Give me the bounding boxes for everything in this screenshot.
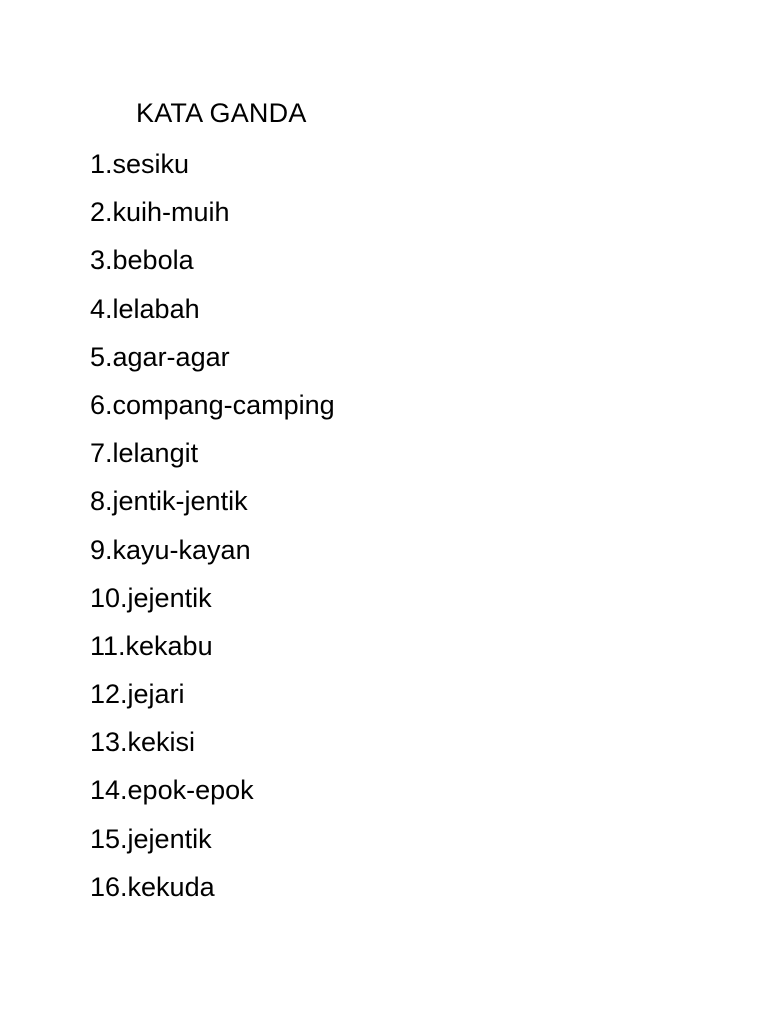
list-item: 8.jentik-jentik xyxy=(90,486,248,517)
list-item: 11.kekabu xyxy=(90,630,213,661)
list-item: 12.jejari xyxy=(90,679,185,710)
list-item: 4.lelabah xyxy=(90,293,200,324)
list-item: 10.jejentik xyxy=(90,582,212,613)
list-item: 16.kekuda xyxy=(90,871,215,902)
list-item: 6.compang-camping xyxy=(90,389,335,420)
list-item: 9.kayu-kayan xyxy=(90,534,251,565)
list-item: 1.sesiku xyxy=(90,149,190,179)
list-item: 7.lelangit xyxy=(90,438,199,469)
list-item: 15.jejentik xyxy=(90,823,212,854)
list-item: 14.epok-epok xyxy=(90,775,254,806)
list-item: 5.agar-agar xyxy=(90,341,230,372)
page-title: KATA GANDA xyxy=(136,98,307,128)
list-item: 3.bebola xyxy=(90,245,194,276)
list-item: 13.kekisi xyxy=(90,727,196,758)
word-list xyxy=(90,147,335,918)
list-item: 2.kuih-muih xyxy=(90,197,230,228)
